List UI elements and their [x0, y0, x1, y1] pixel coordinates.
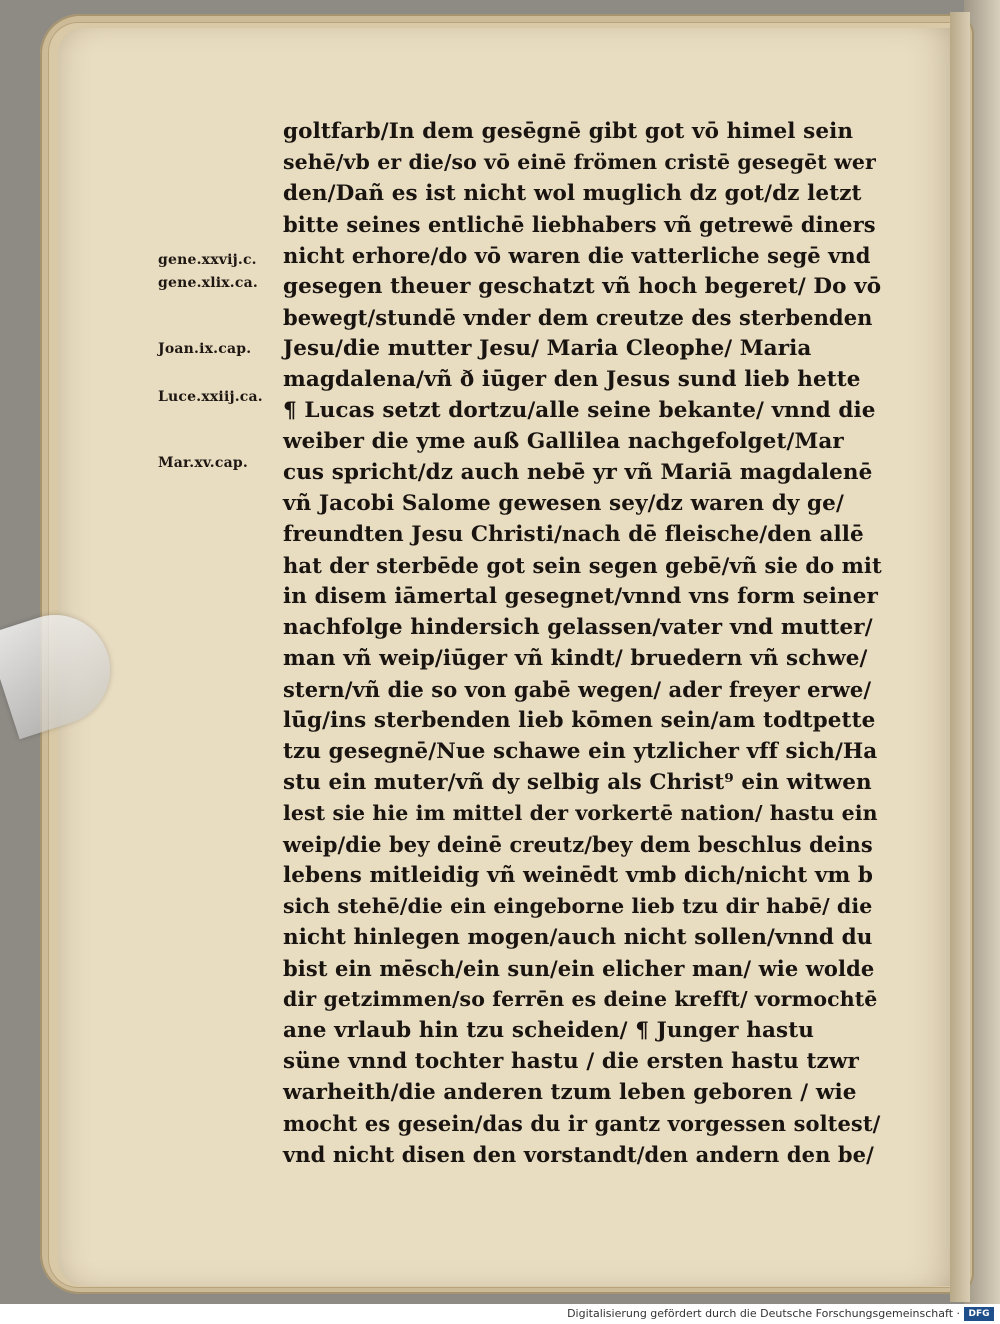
dfg-logo[interactable]: DFG	[964, 1307, 994, 1321]
text-line: cus spricht/dz auch nebē yr vñ Mariā magdalenē	[283, 460, 873, 485]
text-line: nachfolge hindersich gelassen/vater vnd mutter/	[283, 615, 873, 640]
text-line: ane vrlaub hin tzu scheiden/ ¶ Junger hastu	[283, 1018, 814, 1043]
text-line: bitte seines entlichē liebhabers vñ getrewē diners	[283, 212, 876, 237]
text-line: vñ Jacobi Salome gewesen sey/dz waren dy ge/	[283, 491, 844, 516]
text-line: lūg/ins sterbenden lieb kōmen sein/am todtpette	[283, 708, 876, 733]
text-line: magdalena/vñ ð iūger den Jesus sund lieb hette	[283, 367, 861, 392]
text-line: bist ein mēsch/ein sun/ein elicher man/ wie wolde	[283, 956, 875, 981]
text-line: warheith/die anderen tzum leben geboren / wie	[283, 1080, 857, 1105]
text-line: in disem iāmertal gesegnet/vnnd vns form seiner	[283, 584, 878, 609]
text-line: ¶ Lucas setzt dortzu/alle seine bekante/ vnnd die	[283, 398, 876, 423]
text-line: sich stehē/die ein eingeborne lieb tzu dir habē/ die	[283, 894, 873, 918]
text-line: stu ein muter/vñ dy selbig als Christ⁹ ein witwen	[283, 770, 872, 795]
text-line: weip/die bey deinē creutz/bey dem beschlus deins	[283, 832, 873, 857]
margin-note: Joan.ix.cap.	[158, 341, 252, 357]
footer-bar	[0, 1304, 1000, 1324]
text-line: den/Dañ es ist nicht wol muglich dz got/dz letzt	[283, 181, 862, 206]
text-line: dir getzimmen/so ferrēn es deine krefft/ vormochtē	[283, 987, 878, 1011]
main-text	[283, 116, 883, 1170]
text-line: Jesu/die mutter Jesu/ Maria Cleophe/ Maria	[283, 336, 812, 361]
text-line: gesegen theuer geschatzt vñ hoch begeret/ Do vō	[283, 274, 882, 299]
text-line: nicht erhore/do vō waren die vatterliche segē vnd	[283, 243, 871, 268]
text-line: freundten Jesu Christi/nach dē fleische/den allē	[283, 522, 864, 547]
text-line: süne vnnd tochter hastu / die ersten hastu tzwr	[283, 1049, 859, 1074]
text-line: nicht hinlegen mogen/auch nicht sollen/vnnd du	[283, 925, 873, 950]
margin-note: gene.xxvij.c.	[158, 252, 257, 268]
margin-note: Mar.xv.cap.	[158, 455, 248, 471]
margin-note: Luce.xxiij.ca.	[158, 389, 263, 405]
text-line: weiber die yme auß Gallilea nachgefolget/Mar	[283, 429, 844, 454]
text-line: mocht es gesein/das du ir gantz vorgessen soltest/	[283, 1111, 881, 1136]
book-gutter	[950, 12, 970, 1302]
text-line: hat der sterbēde got sein segen gebē/vñ sie do mit	[283, 553, 882, 578]
text-line: tzu gesegnē/Nue schawe ein ytzlicher vff sich/Ha	[283, 739, 878, 764]
funding-credit: Digitalisierung gefördert durch die Deutsche Forschungsgemeinschaft ·	[567, 1307, 960, 1320]
text-line: bewegt/stundē vnder dem creutze des sterbenden	[283, 305, 873, 330]
text-line: stern/vñ die so von gabē wegen/ ader freyer erwe/	[283, 677, 872, 702]
text-line: goltfarb/In dem gesēgnē gibt got vō himel sein	[283, 119, 854, 144]
text-line: sehē/vb er die/so vō einē frömen cristē gesegēt wer	[283, 150, 876, 174]
text-line: vnd nicht disen den vorstandt/den andern den be/	[283, 1142, 874, 1167]
text-line: lebens mitleidig vñ weinēdt vmb dich/nicht vm b	[283, 863, 874, 888]
text-line: lest sie hie im mittel der vorkertē nation/ hastu ein	[283, 801, 878, 825]
text-line: man vñ weip/iūger vñ kindt/ bruedern vñ schwe/	[283, 646, 868, 671]
margin-note: gene.xlix.ca.	[158, 275, 258, 291]
